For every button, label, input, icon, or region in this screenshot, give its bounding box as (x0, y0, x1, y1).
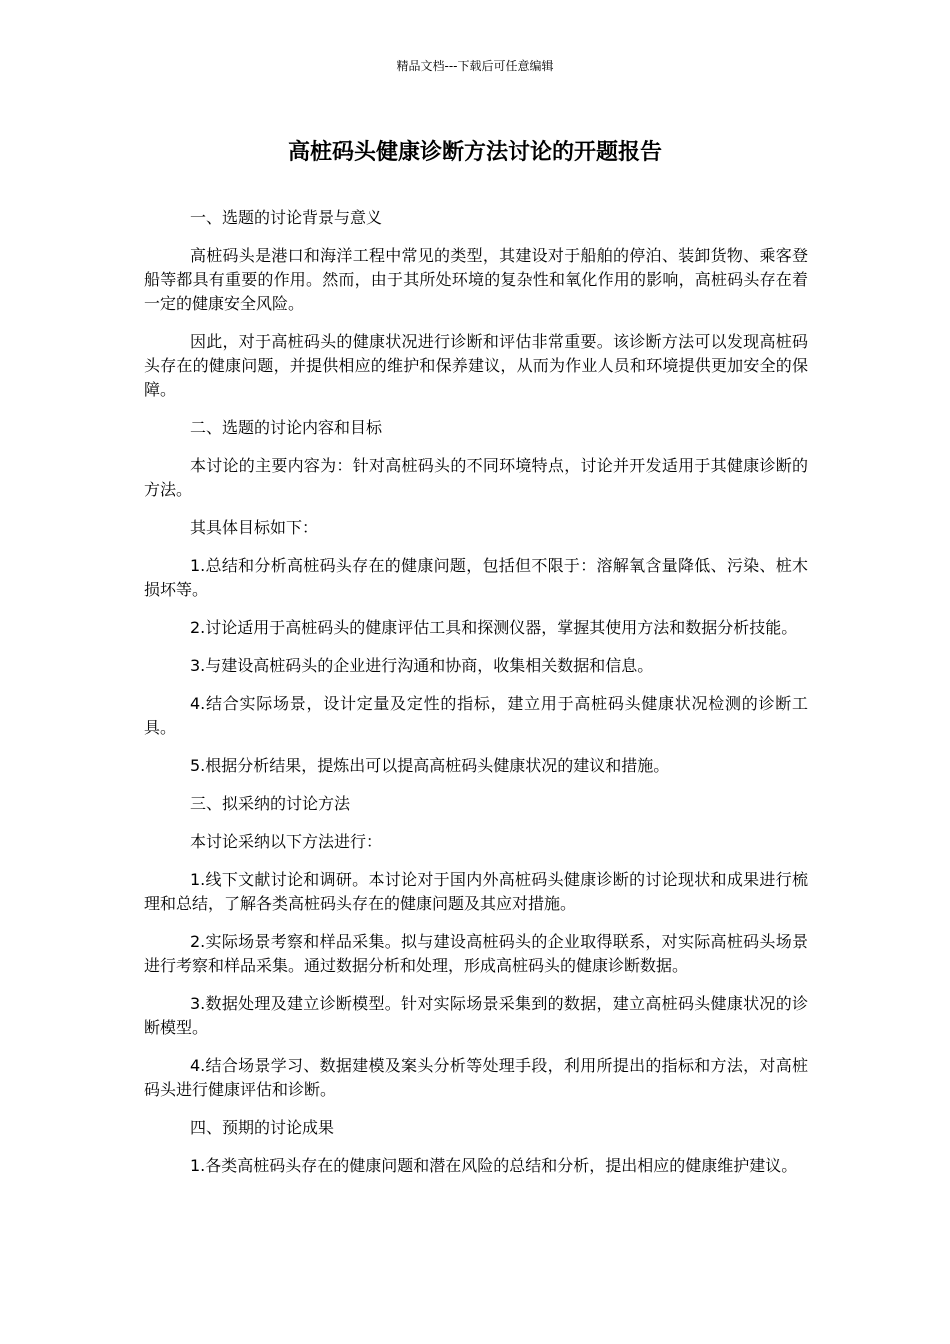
section-heading: 三、拟采纳的讨论方法 (190, 794, 351, 813)
list-item: 1.各类高桩码头存在的健康问题和潜在风险的总结和分析，提出相应的健康维护建议。 (190, 1156, 798, 1175)
paragraph: 其具体目标如下： (190, 518, 319, 537)
paragraph: 本讨论的主要内容为：针对高桩码头的不同环境特点，讨论并开发适用于其健康诊断的方法。 (144, 456, 808, 499)
section-heading: 二、选题的讨论内容和目标 (190, 418, 383, 437)
list-item: 3.数据处理及建立诊断模型。针对实际场景采集到的数据，建立高桩码头健康状况的诊断模型。 (144, 994, 808, 1037)
list-item: 2.实际场景考察和样品采集。拟与建设高桩码头的企业取得联系，对实际高桩码头场景进行考察和样品采集。通过数据分析和处理，形成高桩码头的健康诊断数据。 (144, 932, 808, 975)
document-body (144, 206, 808, 1192)
list-item: 2.讨论适用于高桩码头的健康评估工具和探测仪器，掌握其使用方法和数据分析技能。 (190, 618, 798, 637)
section-heading: 一、选题的讨论背景与意义 (190, 208, 383, 227)
header-note: 精品文档---下载后可任意编辑 (396, 59, 554, 73)
list-item: 4.结合场景学习、数据建模及案头分析等处理手段，利用所提出的指标和方法，对高桩码头进行健康评估和诊断。 (144, 1056, 808, 1099)
list-item: 1.线下文献讨论和调研。本讨论对于国内外高桩码头健康诊断的讨论现状和成果进行梳理和总结，了解各类高桩码头存在的健康问题及其应对措施。 (144, 870, 808, 913)
paragraph: 高桩码头是港口和海洋工程中常见的类型，其建设对于船舶的停泊、装卸货物、乘客登船等都具有重要的作用。然而，由于其所处环境的复杂性和氧化作用的影响，高桩码头存在着一定的健康安全风险。 (144, 246, 808, 313)
document-title: 高桩码头健康诊断方法讨论的开题报告 (287, 140, 662, 165)
paragraph: 本讨论采纳以下方法进行： (190, 832, 383, 851)
section-heading: 四、预期的讨论成果 (190, 1118, 335, 1137)
list-item: 3.与建设高桩码头的企业进行沟通和协商，收集相关数据和信息。 (190, 656, 654, 675)
list-item: 4.结合实际场景，设计定量及定性的指标，建立用于高桩码头健康状况检测的诊断工具。 (144, 694, 808, 737)
list-item: 5.根据分析结果，提炼出可以提高高桩码头健康状况的建议和措施。 (190, 756, 670, 775)
paragraph: 因此，对于高桩码头的健康状况进行诊断和评估非常重要。该诊断方法可以发现高桩码头存在的健康问题，并提供相应的维护和保养建议，从而为作业人员和环境提供更加安全的保障。 (144, 332, 808, 399)
list-item: 1.总结和分析高桩码头存在的健康问题，包括但不限于：溶解氧含量降低、污染、桩木损坏等。 (144, 556, 808, 599)
